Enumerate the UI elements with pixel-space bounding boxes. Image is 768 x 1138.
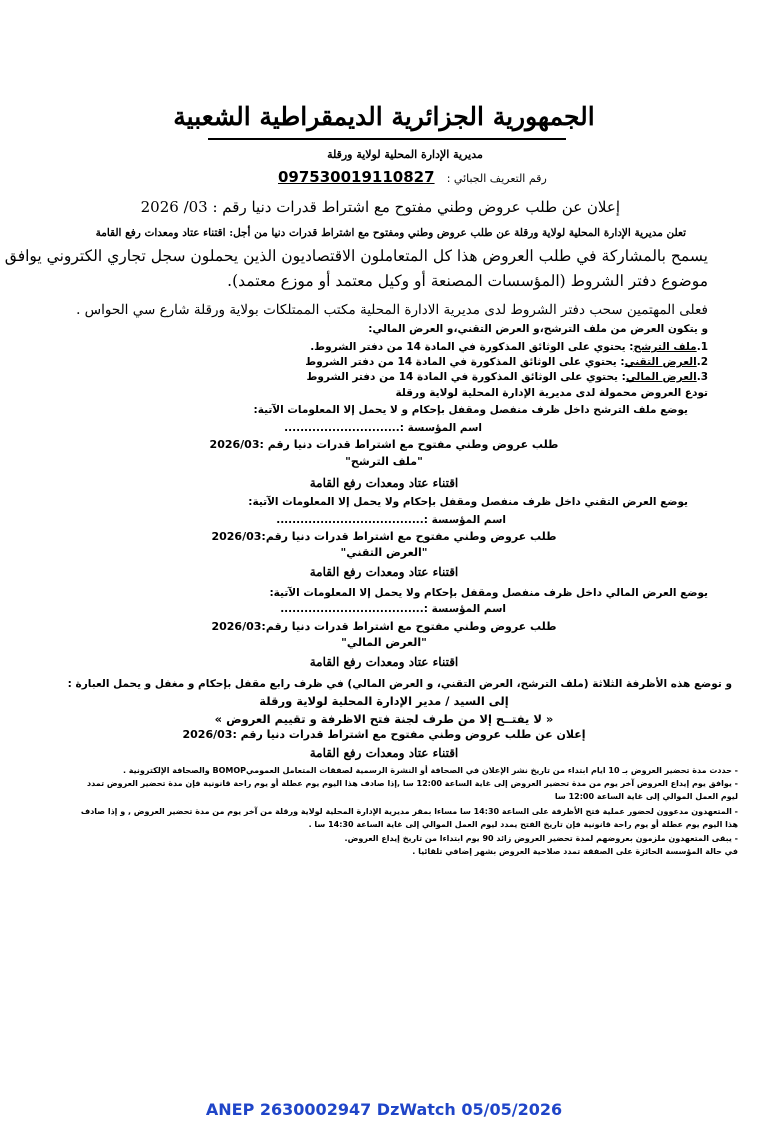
- notice-intro: تعلن مديرية الإدارة المحلية لولاية ورقلة عن طلب عروض وطني ومفتوح مع اشتراط قدرات دنيا من أجل: اقتناء عتاد ومعدات رفع القامة: [95, 227, 686, 239]
- title-underline: [208, 138, 566, 140]
- candidacy-tag: "ملف الترشح": [345, 455, 423, 468]
- candidacy-company-name: اسم المؤسسة :.............................: [284, 422, 482, 434]
- item-number: 2.: [696, 356, 708, 368]
- candidacy-envelope-instruction: يوضع ملف الترشح داخل ظرف منفصل ومقفل بإحكام و لا يحمل إلا المعلومات الآتية:: [253, 404, 688, 416]
- directorate-name: مديرية الإدارة المحلية لولاية ورقلة: [327, 148, 483, 161]
- financial-envelope-instruction: يوضع العرض المالي داخل ظرف منفصل ومقفل بإحكام ولا يحمل إلا المعلومات الآتية:: [269, 587, 708, 599]
- financial-object: اقتناء عتاد ومعدات رفع القامة: [309, 655, 459, 669]
- item-text: : يحتوي على الوثائق المذكورة في المادة 14 من دفتر الشروط: [305, 356, 625, 368]
- technical-company-name: اسم المؤسسة :.....................................: [276, 514, 506, 526]
- anep-footer: ANEP 2630002947 DzWatch 05/05/2026: [205, 1100, 563, 1119]
- nif-line: [278, 168, 547, 188]
- candidacy-reference: طلب عروض وطني مفتوح مع اشتراط قدرات دنيا رقم :2026/03: [209, 438, 559, 451]
- list-item: [307, 371, 709, 383]
- financial-reference: طلب عروض وطني مفتوح مع اشتراط قدرات دنيا رقم:2026/03: [211, 620, 557, 633]
- term-line: هذا اليوم يوم عطلة أو يوم راحة قانونية فإن تاريخ الفتح يمدد ليوم العمل الموالي إلى غاية الساعة 14:30 سا .: [308, 820, 738, 829]
- offer-composition: و يتكون العرض من ملف الترشح،و العرض التقني،و العرض المالي:: [368, 323, 708, 335]
- item-label: العرض المالي: [625, 371, 697, 383]
- deposit-instruction: تودع العروض محمولة لدى مديرية الإدارة المحلية لولاية ورقلة: [395, 387, 708, 399]
- nif-label: رقم التعريف الجبائي :: [446, 172, 547, 185]
- item-label: العرض التقني: [624, 356, 697, 368]
- term-line: ليوم العمل الموالي إلى غاية الساعة 12:00 سا: [554, 792, 738, 801]
- list-item: [310, 341, 708, 353]
- term-line: - المتعهدون مدعوون لحضور عملية فتح الأظرفة على الساعة 14:30 سا مساءا بمقر مديرية الإدارة المحلية لولاية ورقلة من آخر يوم من مدة تحضير العروض , و إذا صادف: [80, 807, 738, 816]
- item-label: ملف الترشح: [633, 341, 697, 353]
- term-line: - يوافق يوم إيداع العروض آخر يوم من مدة تحضير العروض إلى غاية الساعة 12:00 سا ,إذا صادف هذا اليوم يوم عطلة أو يوم راحة قانونية فإن مدة تحضير العروض تمدد: [86, 779, 738, 788]
- outer-reference: إعلان عن طلب عروض وطني مفتوح مع اشتراط قدرات دنيا رقم :2026/03: [182, 728, 586, 741]
- financial-company-name: اسم المؤسسة :....................................: [280, 603, 506, 615]
- eligibility-line-1: يسمح بالمشاركة في طلب العروض هذا كل المتعاملون الاقتصاديون الذين يحملون سجل تجاري الكتروني يوافق: [4, 247, 708, 265]
- technical-envelope-instruction: يوضع العرض التقني داخل ظرف منفصل ومقفل بإحكام ولا يحمل إلا المعلومات الآتية:: [248, 496, 688, 508]
- list-item: [305, 356, 708, 368]
- outer-object: اقتناء عتاد ومعدات رفع القامة: [309, 746, 459, 760]
- item-number: 3.: [696, 371, 708, 383]
- technical-object: اقتناء عتاد ومعدات رفع القامة: [309, 565, 459, 579]
- technical-reference: طلب عروض وطني مفتوح مع اشتراط قدرات دنيا رقم:2026/03: [211, 530, 557, 543]
- term-line: - حددت مدة تحضير العروض بـ 10 ايام ابتداء من تاريخ نشر الإعلان في الصحافة أو النشرة الرسمية لصفقات المتعامل العموميBOMOP والصحافة الإلكترونية .: [122, 766, 738, 775]
- eligibility-line-2: موضوع دفتر الشروط (المؤسسات المصنعة أو وكيل معتمد أو موزع معتمد).: [227, 272, 708, 290]
- technical-tag: "العرض التقني": [340, 546, 428, 559]
- term-line: في حالة المؤسسة الحائزة على الصفقة تمدد صلاحية العروض بشهر إضافي تلقائيا .: [412, 847, 738, 856]
- item-number: 1.: [696, 341, 708, 353]
- outer-do-not-open: « لا يفتــح إلا من طرف لجنة فتح الاظرفة و تقييم العروض »: [214, 712, 554, 726]
- item-text: : يحتوي على الوثائق المذكورة في المادة 14 من دفتر الشروط: [306, 371, 626, 383]
- withdraw-terms: فعلى المهتمين سحب دفتر الشروط لدى مديرية الادارة المحلية مكتب الممتلكات بولاية ورقلة شارع سي الحواس .: [76, 302, 708, 318]
- notice-title: إعلان عن طلب عروض وطني مفتوح مع اشتراط قدرات دنيا رقم : 03/ 2026: [140, 198, 620, 216]
- candidacy-object: اقتناء عتاد ومعدات رفع القامة: [309, 476, 459, 490]
- financial-tag: "العرض المالي": [341, 636, 427, 649]
- term-line: - يبقى المتعهدون ملزمون بعروضهم لمدة تحضير العروض زائد 90 يوم ابتداءا من تاريخ إيداع العروض.: [344, 834, 738, 843]
- item-text: : يحتوي على الوثائق المذكورة في المادة 14 من دفتر الشروط.: [310, 341, 634, 353]
- outer-addressee: إلى السيد / مدير الإدارة المحلية لولاية ورقلة: [259, 694, 509, 708]
- nif-value: 097530019110827: [278, 168, 435, 186]
- republic-title: الجمهورية الجزائرية الديمقراطية الشعبية: [173, 102, 595, 131]
- outer-envelope-instruction: و توضع هذه الأظرفة الثلاثة (ملف الترشح، العرض التقني، و العرض المالي) في ظرف رابع مقفل بإحكام و مغفل و يحمل العبارة :: [67, 678, 732, 690]
